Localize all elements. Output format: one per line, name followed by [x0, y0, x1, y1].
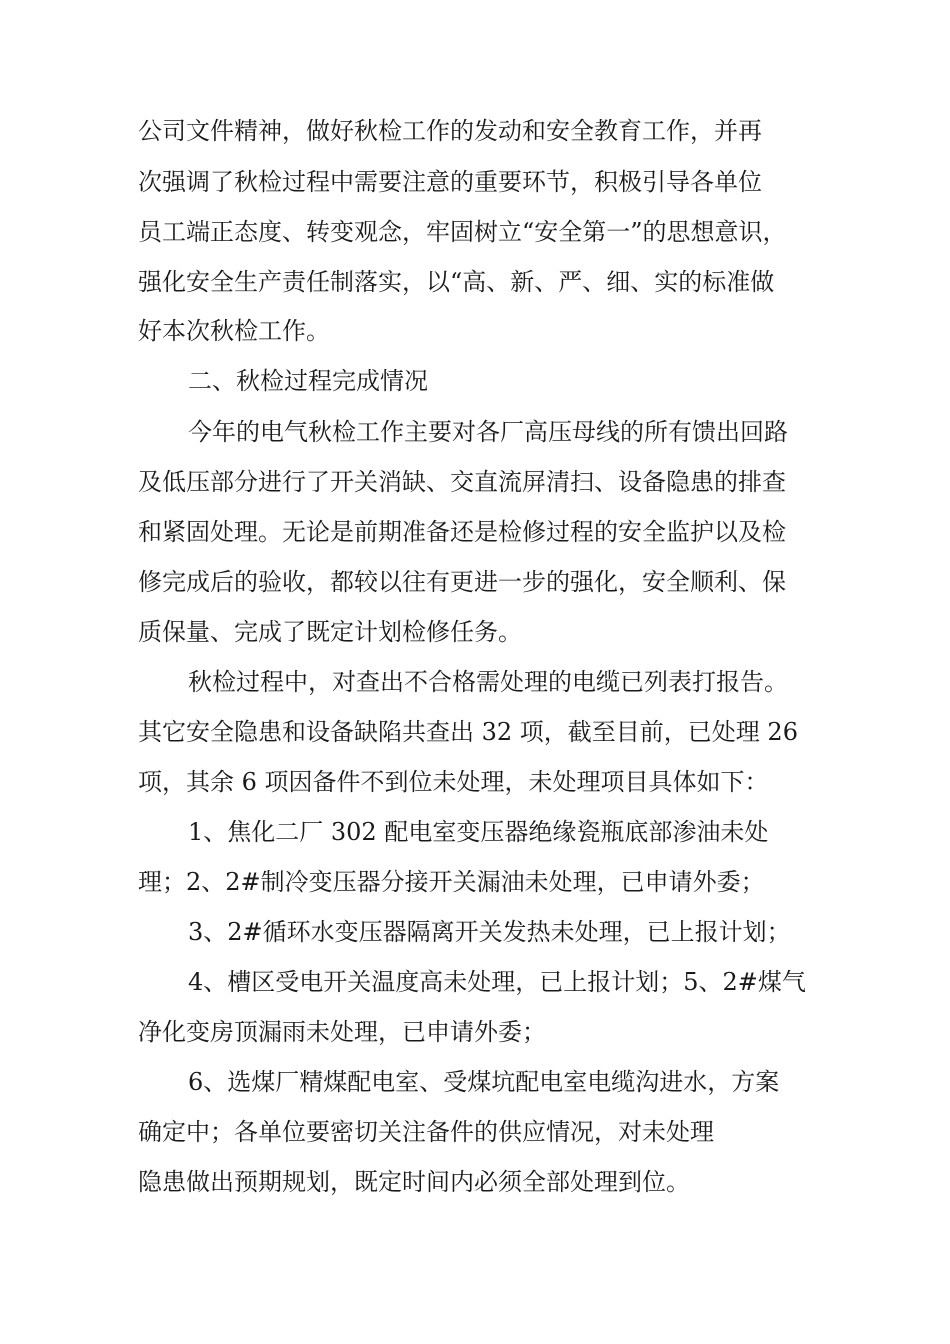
- paragraph-first-line: 今年的电气秋检工作主要对各厂高压母线的所有馈出回路: [188, 418, 788, 446]
- body-text-line: 及低压部分进行了开关消缺、交直流屏清扫、设备隐患的排查: [138, 468, 786, 496]
- body-text-line: 隐患做出预期规划，既定时间内必须全部处理到位。: [138, 1168, 690, 1196]
- body-text-line: 修完成后的验收，都较以往有更进一步的强化，安全顺利、保: [138, 568, 786, 596]
- body-text-line: 员工端正态度、转变观念，牢固树立“安全第一”的思想意识，: [138, 218, 787, 246]
- body-text-line: 项，其余 6 项因备件不到位未处理，未处理项目具体如下：: [138, 768, 769, 796]
- body-text-line: 公司文件精神，做好秋检工作的发动和安全教育工作，并再: [138, 117, 762, 145]
- body-text-line: 其它安全隐患和设备缺陷共查出 32 项，截至目前，已处理 26: [138, 718, 798, 746]
- list-item-line: 6、选煤厂精煤配电室、受煤坑配电室电缆沟进水，方案: [188, 1068, 780, 1096]
- list-item-line: 理；2、2#制冷变压器分接开关漏油未处理，已申请外委；: [138, 868, 765, 896]
- body-text-line: 和紧固处理。无论是前期准备还是检修过程的安全监护以及检: [138, 518, 786, 546]
- body-text-line: 质保量、完成了既定计划检修任务。: [138, 618, 522, 646]
- section-heading: 二、秋检过程完成情况: [188, 367, 428, 395]
- body-text-line: 强化安全生产责任制落实，以“高、新、严、细、实的标准做: [138, 268, 775, 296]
- list-item-line: 1、焦化二厂 302 配电室变压器绝缘瓷瓶底部渗油未处: [188, 818, 769, 846]
- body-text-line: 确定中；各单位要密切关注备件的供应情况，对未处理: [138, 1118, 714, 1146]
- paragraph-first-line: 秋检过程中，对查出不合格需处理的电缆已列表打报告。: [188, 668, 788, 696]
- body-text-line: 好本次秋检工作。: [138, 317, 330, 345]
- list-item-line: 净化变房顶漏雨未处理，已申请外委；: [138, 1018, 546, 1046]
- list-item-line: 3、2#循环水变压器隔离开关发热未处理，已上报计划；: [188, 918, 791, 946]
- list-item-line: 4、槽区受电开关温度高未处理，已上报计划；5、2#煤气: [188, 968, 806, 996]
- body-text-line: 次强调了秋检过程中需要注意的重要环节，积极引导各单位: [138, 168, 762, 196]
